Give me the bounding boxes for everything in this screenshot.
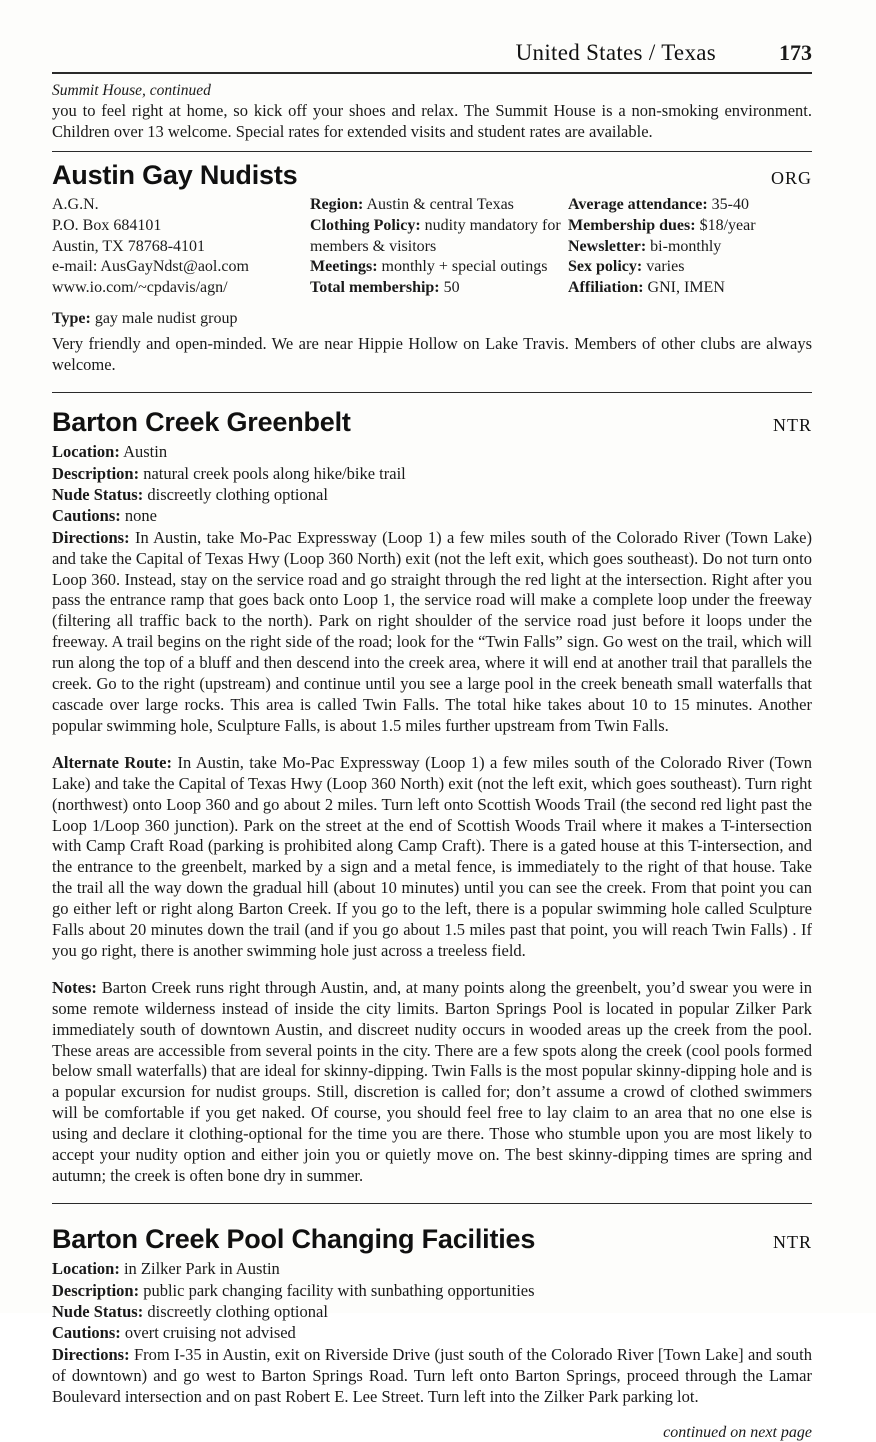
- entry-fields: [52, 1258, 812, 1344]
- field-label: Clothing Policy:: [310, 216, 421, 234]
- entry-note: Very friendly and open-minded. We are near Hippie Hollow on Lake Travis. Members of other clubs are always welcome.: [52, 333, 812, 374]
- field-label: Newsletter:: [568, 237, 647, 255]
- field-nude-status: [52, 484, 812, 505]
- entry-austin-gay-nudists: [52, 160, 812, 376]
- field-value: monthly + special outings: [381, 258, 548, 276]
- field-value: natural creek pools along hike/bike trail: [143, 463, 406, 483]
- field-label: Membership dues:: [568, 216, 696, 234]
- field-cautions: [52, 505, 812, 526]
- field-label: Description:: [52, 1280, 140, 1300]
- paragraph-text: From I-35 in Austin, exit on Riverside Drive (just south of the Colorado River [Town Lake] and south of downtown) and go west to Barton Springs Road. Turn left onto Barton Springs, proceed through the Lamar Boulevard intersection and on past Robert E. Lee Street. Turn left into the Zilker Park parking lot.: [52, 1344, 813, 1406]
- continued-on-next-page: continued on next page: [663, 1423, 812, 1441]
- po-box: P.O. Box 684101: [52, 216, 162, 234]
- field-label: Nude Status:: [52, 1302, 144, 1321]
- entry-code-badge: NTR: [773, 1232, 812, 1253]
- field-value: Austin: [123, 442, 168, 462]
- field-label: Location:: [52, 1259, 120, 1279]
- field-cautions: [52, 1322, 812, 1343]
- field-label: Total membership:: [310, 279, 440, 297]
- field-label: Description:: [52, 463, 140, 483]
- entry-header: [52, 407, 812, 438]
- field-value: 35-40: [711, 195, 749, 213]
- continued-entry: [52, 82, 812, 143]
- page-number: 173: [779, 40, 812, 65]
- field-region: [310, 195, 568, 216]
- entry-contact-column: [52, 195, 310, 330]
- field-label: Sex policy:: [568, 258, 643, 276]
- entry-barton-creek-greenbelt: [52, 407, 812, 1187]
- org-abbrev: A.G.N.: [52, 195, 99, 213]
- field-value: nudity mandatory for members & visitors: [310, 216, 561, 255]
- entry-stats-column: [568, 195, 812, 330]
- continued-entry-text: you to feel right at home, so kick off your shoes and relax. The Summit House is a non-smoking environment. Children over 13 welcome. Special rates for extended visits and student rates are available.: [52, 101, 812, 141]
- entry-title: Austin Gay Nudists: [52, 159, 298, 190]
- paragraph-text: In Austin, take Mo-Pac Expressway (Loop 1) a few miles south of the Colorado River (Town Lake) and take the Capital of Texas Hwy (Loop 360 North) exit (not the left exit, which goes southeast). Turn right (northwest) onto Loop 360 and go about 2 miles. Turn left onto Scottish Woods Trail (the second red light past the Loop 1/Loop 360 junction). Park on the street at the end of Scottish Woods Trail where it makes a T-intersection with Camp Craft Road (parking is prohibited along Camp Craft). There is a gated house at this T-intersection, and the entrance to the greenbelt, marked by a sign and a metal fence, is immediately to the right of that house. Take the trail all the way down the gradual hill (about 10 minutes) until you can see the creek. From that point you can go either left or right along Barton Creek. If you go to the left, there is a popular swimming hole called Sculpture Falls about 20 minutes down the trail (and if you go about 1.5 miles past that point, you will reach Twin Falls) . If you go right, there is another swimming hole just across a treeless field.: [52, 752, 813, 960]
- entry-header: [52, 160, 812, 191]
- field-label: Location:: [52, 442, 120, 462]
- field-label: Cautions:: [52, 506, 121, 526]
- field-value: bi-monthly: [650, 237, 722, 255]
- continued-entry-label: Summit House, continued: [52, 82, 211, 99]
- field-description: [52, 463, 812, 484]
- page-header: [52, 40, 812, 72]
- field-label: Affiliation:: [568, 279, 644, 297]
- field-value: in Zilker Park in Austin: [123, 1259, 280, 1279]
- header-divider: [52, 72, 812, 74]
- field-label: Meetings:: [310, 258, 378, 276]
- entry-header: [52, 1224, 812, 1255]
- page-content: [52, 40, 812, 1442]
- entry-title: Barton Creek Pool Changing Facilities: [52, 1224, 536, 1255]
- field-nude-status: [52, 1301, 812, 1322]
- type-field: [52, 309, 310, 330]
- field-description: [52, 1280, 812, 1301]
- paragraph-text: In Austin, take Mo-Pac Expressway (Loop 1) a few miles south of the Colorado River (Town Lake) and take the Capital of Texas Hwy (Loop 360 North) exit (not the left exit, which goes southeast). Do not turn onto Loop 360. Instead, stay on the service road and go straight through the red light at the intersection. Right after you pass the entrance ramp that goes back onto Loop 1, the service road will make a complete loop under the freeway (filtering all traffic back to the north). Park on right shoulder of the service road just before it loops under the freeway. A trail begins on the right side of the road; look for the “Twin Falls” sign. Go west on the trail, which will run along the top of a bluff and then descend into the creek area, where it will end at another trail that parallels the creek. Go to the right (upstream) and continue until you see a large pool in the creek beneath small waterfalls that cascade over large rocks. This area is called Twin Falls. The total hike takes about 10 to 15 minutes. Another popular swimming hole, Sculpture Falls, is about 1.5 miles further upstream from Twin Falls.: [52, 527, 812, 735]
- field-value: Austin & central Texas: [366, 195, 514, 213]
- paragraph-directions: [52, 528, 812, 737]
- website-line: www.io.com/~cpdavis/agn/: [52, 279, 228, 297]
- field-value: overt cruising not advised: [124, 1323, 296, 1343]
- type-label: Type:: [52, 309, 91, 327]
- paragraph-label: Notes:: [52, 978, 97, 998]
- field-value: none: [124, 506, 157, 526]
- field-newsletter: [568, 237, 812, 258]
- entry-divider-1: [52, 151, 812, 152]
- field-label: Region:: [310, 195, 364, 213]
- entry-divider-2: [52, 392, 812, 393]
- paragraph-directions: [52, 1345, 812, 1408]
- type-value: gay male nudist group: [94, 309, 238, 327]
- paragraph-alternate-route: [52, 753, 812, 962]
- entry-title: Barton Creek Greenbelt: [52, 407, 351, 438]
- field-label: Average attendance:: [568, 195, 708, 213]
- paragraph-label: Alternate Route:: [52, 752, 172, 772]
- field-value: public park changing facility with sunbathing opportunities: [143, 1280, 535, 1300]
- entry-code-badge: ORG: [770, 167, 812, 188]
- entry-columns: [52, 195, 812, 330]
- field-clothing-policy: [310, 216, 568, 258]
- field-value: GNI, IMEN: [647, 279, 725, 297]
- field-meetings: [310, 257, 568, 278]
- field-average-attendance: [568, 195, 812, 216]
- entry-code-badge: NTR: [773, 415, 812, 436]
- field-value: discreetly clothing optional: [147, 484, 328, 504]
- paragraph-label: Directions:: [52, 527, 130, 547]
- entry-fields: [52, 441, 812, 527]
- field-affiliation: [568, 278, 812, 299]
- field-value: varies: [646, 258, 685, 276]
- paragraph-notes: [52, 978, 812, 1187]
- field-membership-dues: [568, 216, 812, 237]
- field-value: 50: [443, 279, 460, 297]
- page-header-title: United States / Texas: [515, 40, 716, 65]
- email-line: e-mail: AusGayNdst@aol.com: [52, 258, 249, 276]
- field-value: discreetly clothing optional: [147, 1302, 328, 1321]
- paragraph-label: Directions:: [52, 1344, 130, 1364]
- entry-divider-3: [52, 1203, 812, 1204]
- field-sex-policy: [568, 257, 812, 278]
- field-location: [52, 1258, 812, 1279]
- entry-barton-creek-pool-changing-facilities: [52, 1224, 812, 1407]
- paragraph-text: Barton Creek runs right through Austin, and, at many points along the greenbelt, you’d swear you were in some remote wilderness instead of inside the city limits. Barton Springs Pool is located in popular Zilker Park immediately south of downtown Austin, and discreet nudity occurs in wooded areas up the creek from the pool. These areas are accessible from several points in the city. There are a few spots along the creek (cool pools formed below small waterfalls) that are ideal for skinny-dipping. Twin Falls is the most popular skinny-dipping hole and is a popular excursion for nudist groups. Still, discretion is called for; don’t assume a crowd of clothed swimmers will be comfortable if you get naked. Of course, you should feel free to lay claim to an area that no one else is using and declare it clothing-optional for the time you are there. Those who stumble upon you are most likely to accept your nudity option and either join you or quietly move on. The best skinny-dipping times are spring and autumn; the creek is often bone dry in summer.: [52, 978, 812, 1185]
- field-label: Cautions:: [52, 1323, 121, 1343]
- field-total-membership: [310, 278, 568, 299]
- field-location: [52, 441, 812, 462]
- entry-details-column: [310, 195, 568, 330]
- field-value: $18/year: [699, 216, 756, 234]
- city-state-zip: Austin, TX 78768-4101: [52, 237, 206, 255]
- field-label: Nude Status:: [52, 484, 144, 504]
